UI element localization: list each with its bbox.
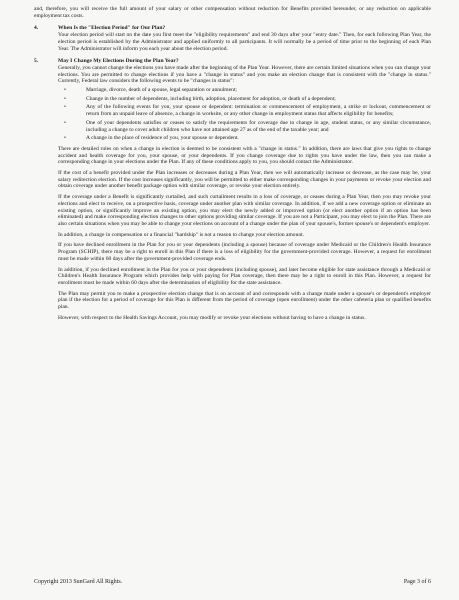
section-4-heading: When Is the "Election Period" for Our Plan? — [58, 25, 166, 32]
section-4-body: Your election period will start on the date you first meet the "eligibility requirements" and end 30 days after your "entry date." Then, for each following Plan Year, the election period is established by the Administrator and applied uniformly to all participants. It will normally be a period of time prior to the beginning of each Plan Year. The Administrator will inform you each year about the election period. — [58, 32, 431, 52]
bullet-icon: • — [64, 104, 66, 111]
paragraph-cost-changes: If the cost of a benefit provided under the Plan increases or decreases during a Plan Year, then we will automatically increase or decrease, as the case may be, your salary redirection election. If the cost increases significantly, you will be permitted to either make corresponding changes in your payments or revoke your election and obtain coverage under another benefit package option with similar coverage, or revoke your election entirely. — [58, 170, 431, 190]
section-5-heading: May I Change My Elections During the Plan Year? — [58, 58, 179, 65]
paragraph-spouse-plan: The Plan may permit you to make a prospective election change that is on account of and corresponds with a change made under a spouse's or dependent's employer plan if the election for a period of coverage for this Plan is different from the period of coverage (open enrollment) under the other cafeteria plan or qualified benefits plan. — [58, 290, 431, 311]
list-item: • Any of the following events for you, your spouse or dependent: termination or commencement of employment, a strike or lockout, commencement or return from an unpaid leave of absence, a change in worksite, or any other change in employment status that affects eligibility for benefits; — [64, 104, 431, 118]
page-footer — [34, 579, 431, 586]
paragraph-medicaid-loss: If you have declined enrollment in the Plan for you or your dependents (including a spouse) because of coverage under Medicaid or the Children's Health Insurance Program (SCHIP), there may be a right to enroll in this Plan if there is a loss of eligibility for the government-provided coverage. However, a request for enrollment must be made within 60 days after the government-provided coverage ends. — [58, 242, 431, 262]
section-5-number: 5. — [34, 58, 39, 65]
paragraph-consistency-rules: There are detailed rules on when a change in election is deemed to be consistent with a "change in status." In addition, there are laws that give you rights to change accident and health coverage for you, your spouse, or your dependents. If you change coverage due to rights you have under the law, then you can make a corresponding change in your elections under the Plan. If any of these conditions apply to you, you should contact the Administrator. — [58, 145, 431, 166]
list-item: • A change in the place of residence of you, your spouse or dependent. — [64, 135, 239, 142]
paragraph-coverage-curtailment: If the coverage under a Benefit is significantly curtailed, and such curtailment results in a loss of coverage, or ceases during a Plan Year, then you may revoke your elections and elect to receive, on a prospective basis, coverage under another plan with similar coverage. In addition, if we add a new coverage option or eliminate an existing option, or significantly improve an existing option, you may elect the newly added or improved option (or elect another option if an option has been eliminated) and make corresponding election changes to other options providing similar coverage. If you are not a Participant, you may elect to join the Plan. There are also certain situations when you may be able to change your elections on account of a change under the plan of your spouse's, former spouse's or dependent's employer. — [58, 194, 431, 227]
list-item: • Marriage, divorce, death of a spouse, legal separation or annulment; — [64, 87, 237, 94]
list-item: • One of your dependents satisfies or ceases to satisfy the requirements for coverage due to change in age, student status, or any similar circumstance, including a change to cover adult children who have not attained age 27 as of the end of the taxable year; and — [64, 119, 431, 133]
paragraph-state-assistance: In addition, if you declined enrollment in the Plan for you or your dependents (including spouse), and later become eligible for state assistance through a Medicaid or Children's Health Insurance Program which provides help with paying for Plan coverage, then there may be a right to enroll in this Plan. However, a request for enrollment must be made within 60 days after the determination of eligibility for the state assistance. — [58, 266, 431, 286]
bullet-icon: • — [64, 119, 66, 126]
section-5 — [34, 58, 431, 321]
page-number: Page 3 of 6 — [403, 579, 431, 585]
copyright-text: Copyright 2013 SunGard All Rights. — [34, 579, 123, 585]
section-4 — [34, 25, 431, 52]
bullet-icon: • — [64, 95, 66, 102]
bullet-icon: • — [64, 135, 66, 142]
list-item: • Change in the number of dependents, including birth, adoption, placement for adoption, or death of a dependent; — [64, 95, 336, 102]
section-4-number: 4. — [34, 25, 39, 32]
intro-paragraph: and, therefore, you will receive the full amount of your salary or other compensation without reduction for Benefits provided hereunder, or any reduction on applicable employment tax costs. — [34, 6, 431, 19]
paragraph-hardship: In addition, a change in compensation or a financial "hardship" is not a reason to change your election amount. — [58, 231, 305, 238]
section-5-lead: Generally, you cannot change the elections you have made after the beginning of the Plan Year. However, there are certain limited situations when you can change your elections. You are permitted to change elections if you have a "change in status" and you make an election change that is consistent with the "change in status." Currently, Federal law considers the following events to be "changes in status": — [58, 64, 431, 85]
bullet-icon: • — [64, 87, 66, 94]
change-in-status-list — [58, 87, 431, 142]
paragraph-hsa: However, with respect to the Health Savings Account, you may modify or revoke your elections without having to have a change in status. — [58, 314, 366, 321]
